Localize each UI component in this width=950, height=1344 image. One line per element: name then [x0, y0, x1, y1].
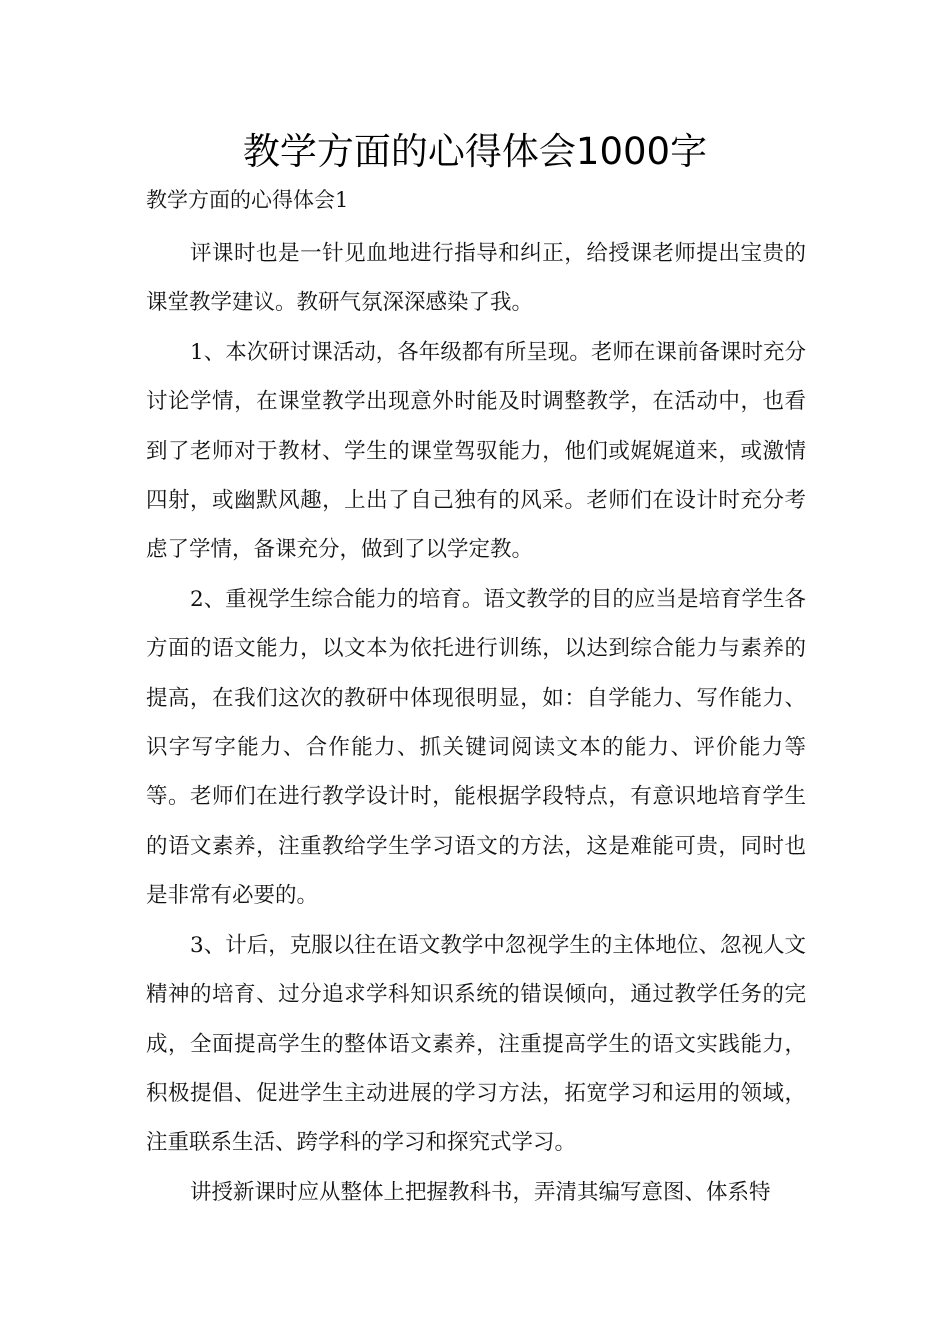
- paragraph: 评课时也是一针见血地进行指导和纠正，给授课老师提出宝贵的课堂教学建议。教研气氛深深感染了我。: [146, 241, 806, 316]
- document-body: [146, 229, 806, 1217]
- paragraph: 3、计后，克服以往在语文教学中忽视学生的主体地位、忽视人文精神的培育、过分追求学科知识系统的错误倾向，通过教学任务的完成，全面提高学生的整体语文素养，注重提高学生的语文实践能力，积极提倡、促进学生主动进展的学习方法，拓宽学习和运用的领域，注重联系生活、跨学科的学习和探究式学习。: [146, 932, 806, 1156]
- paragraph: 讲授新课时应从整体上把握教科书，弄清其编写意图、体系特: [190, 1179, 771, 1205]
- paragraph: 1、本次研讨课活动，各年级都有所呈现。老师在课前备课时充分讨论学情，在课堂教学出现意外时能及时调整教学，在活动中，也看到了老师对于教材、学生的课堂驾驭能力，他们或娓娓道来，或激情四射，或幽默风趣，上出了自己独有的风采。老师们在设计时充分考虑了学情，备课充分，做到了以学定教。: [146, 339, 806, 563]
- paragraph: 2、重视学生综合能力的培育。语文教学的目的应当是培育学生各方面的语文能力，以文本为依托进行训练，以达到综合能力与素养的提高，在我们这次的教研中体现很明显，如：自学能力、写作能力、识字写字能力、合作能力、抓关键词阅读文本的能力、评价能力等等。老师们在进行教学设计时，能根据学段特点，有意识地培育学生的语文素养，注重教给学生学习语文的方法，这是难能可贵，同时也是非常有必要的。: [146, 586, 806, 909]
- section-heading: 教学方面的心得体会1: [146, 188, 349, 212]
- document-title: 教学方面的心得体会1000字: [242, 130, 708, 173]
